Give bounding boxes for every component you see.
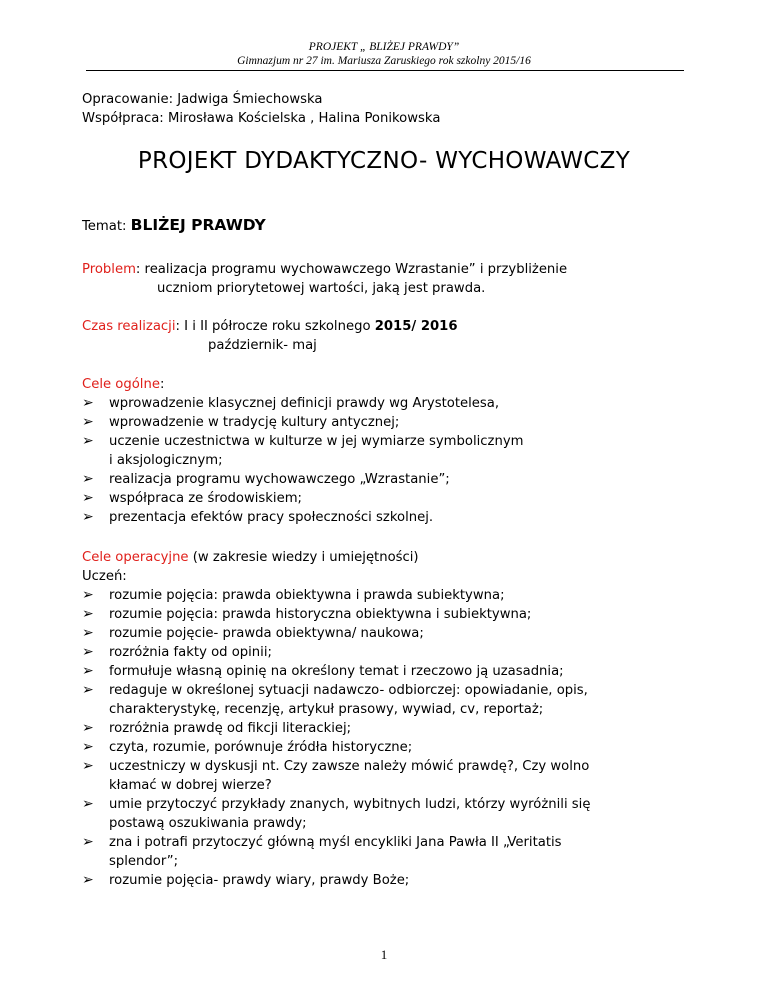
arrow-bullet-icon: ➢: [82, 739, 94, 755]
list-item-continuation: i aksjologicznym;: [109, 453, 223, 468]
arrow-bullet-icon: ➢: [82, 663, 94, 679]
arrow-bullet-icon: ➢: [82, 490, 94, 506]
topic-line: [82, 216, 266, 236]
list-item: ➢ uczestniczy w dyskusji nt. Czy zawsze należy mówić prawdę?, Czy wolno kłamać w dobrej wierze?: [82, 758, 590, 793]
list-item: ➢ rozróżnia fakty od opinii;: [82, 644, 272, 660]
general-goals-heading: [82, 375, 164, 394]
time-label: Czas realizacji: [82, 319, 176, 334]
list-item-continuation: kłamać w dobrej wierze?: [109, 778, 272, 793]
time-text: : I i II półrocze roku szkolnego: [175, 319, 375, 334]
problem-label: Problem: [82, 262, 136, 277]
arrow-bullet-icon: ➢: [82, 720, 94, 736]
arrow-bullet-icon: ➢: [82, 834, 94, 850]
arrow-bullet-icon: ➢: [82, 682, 94, 698]
problem-text-1: : realizacja programu wychowawczego Wzrastanie” i przybliżenie: [135, 262, 568, 277]
list-item-continuation: charakterystykę, recenzję, artykuł prasowy, wywiad, cv, reportaż;: [109, 702, 544, 717]
page-title: PROJEKT DYDAKTYCZNO- WYCHOWAWCZY: [137, 148, 631, 174]
list-item-continuation: splendor”;: [109, 854, 179, 869]
student-label: Uczeń:: [82, 569, 127, 584]
header-project-title: PROJEKT „ BLIŻEJ PRAWDY”: [308, 41, 460, 53]
general-goals-label: Cele ogólne: [82, 377, 160, 392]
list-item: ➢ redaguje w określonej sytuacji nadawczo- odbiorczej: opowiadanie, opis, charakterystykę, recenzję, artykuł prasowy, wywiad, cv, reportaż;: [82, 682, 588, 717]
list-item: ➢ rozumie pojęcia- prawdy wiary, prawdy Boże;: [82, 872, 410, 888]
operational-goals-heading: [82, 548, 419, 567]
problem-line-1: [82, 260, 567, 279]
arrow-bullet-icon: ➢: [82, 625, 94, 641]
general-goals-colon: :: [159, 377, 165, 392]
arrow-bullet-icon: ➢: [82, 758, 94, 774]
arrow-bullet-icon: ➢: [82, 471, 94, 487]
operational-goals-list: [82, 586, 590, 890]
list-item: ➢ współpraca ze środowiskiem;: [82, 490, 303, 506]
list-item-continuation: postawą oszukiwania prawdy;: [109, 816, 307, 831]
list-item: ➢ czyta, rozumie, porównuje źródła historyczne;: [82, 739, 413, 755]
time-line-1: [82, 317, 458, 336]
list-item: ➢ realizacja programu wychowawczego „Wzrastanie”;: [82, 471, 450, 487]
problem-text-2: uczniom priorytetowej wartości, jaką jest prawda.: [157, 281, 486, 296]
arrow-bullet-icon: ➢: [82, 414, 94, 430]
arrow-bullet-icon: ➢: [82, 587, 94, 603]
list-item: ➢ rozumie pojęcia: prawda historyczna obiektywna i subiektywna;: [82, 606, 532, 622]
arrow-bullet-icon: ➢: [82, 796, 94, 812]
topic-value: BLIŻEJ PRAWDY: [130, 216, 266, 234]
arrow-bullet-icon: ➢: [82, 644, 94, 660]
general-goals-list: [82, 394, 523, 527]
topic-label: Temat:: [82, 219, 131, 234]
arrow-bullet-icon: ➢: [82, 509, 94, 525]
list-item: ➢ umie przytoczyć przykłady znanych, wybitnych ludzi, którzy wyróżnili się postawą oszukiwania prawdy;: [82, 796, 591, 831]
list-item: ➢ wprowadzenie klasycznej definicji prawdy wg Arystotelesa,: [82, 395, 500, 411]
page-header: [0, 40, 768, 68]
page-number: 1: [380, 947, 388, 962]
arrow-bullet-icon: ➢: [82, 872, 94, 888]
list-item: ➢ zna i potrafi przytoczyć główną myśl encykliki Jana Pawła II „Veritatis splendor”;: [82, 834, 562, 869]
list-item: ➢ prezentacja efektów pracy społeczności szkolnej.: [82, 509, 434, 525]
time-months: październik- maj: [208, 338, 317, 353]
arrow-bullet-icon: ➢: [82, 395, 94, 411]
list-item: ➢ rozumie pojęcia: prawda obiektywna i prawda subiektywna;: [82, 587, 505, 603]
arrow-bullet-icon: ➢: [82, 606, 94, 622]
header-school-line: Gimnazjum nr 27 im. Mariusza Zaruskiego rok szkolny 2015/16: [237, 55, 531, 67]
list-item: ➢ formułuje własną opinię na określony temat i rzeczowo ją uzasadnia;: [82, 663, 564, 679]
author-prepared: Opracowanie: Jadwiga Śmiechowska: [82, 92, 323, 107]
author-cooperation: Współpraca: Mirosława Kościelska , Halina Ponikowska: [82, 111, 441, 126]
list-item: ➢ rozróżnia prawdę od fikcji literackiej;: [82, 720, 352, 736]
operational-goals-label: Cele operacyjne: [82, 550, 189, 565]
list-item: ➢ rozumie pojęcie- prawda obiektywna/ naukowa;: [82, 625, 424, 641]
list-item: ➢ uczenie uczestnictwa w kulturze w jej wymiarze symbolicznym i aksjologicznym;: [82, 433, 524, 468]
arrow-bullet-icon: ➢: [82, 433, 94, 449]
list-item: ➢ wprowadzenie w tradycję kultury antycznej;: [82, 414, 400, 430]
header-divider: [86, 70, 684, 71]
operational-goals-note: (w zakresie wiedzy i umiejętności): [188, 550, 419, 565]
time-year: 2015/ 2016: [374, 319, 458, 334]
